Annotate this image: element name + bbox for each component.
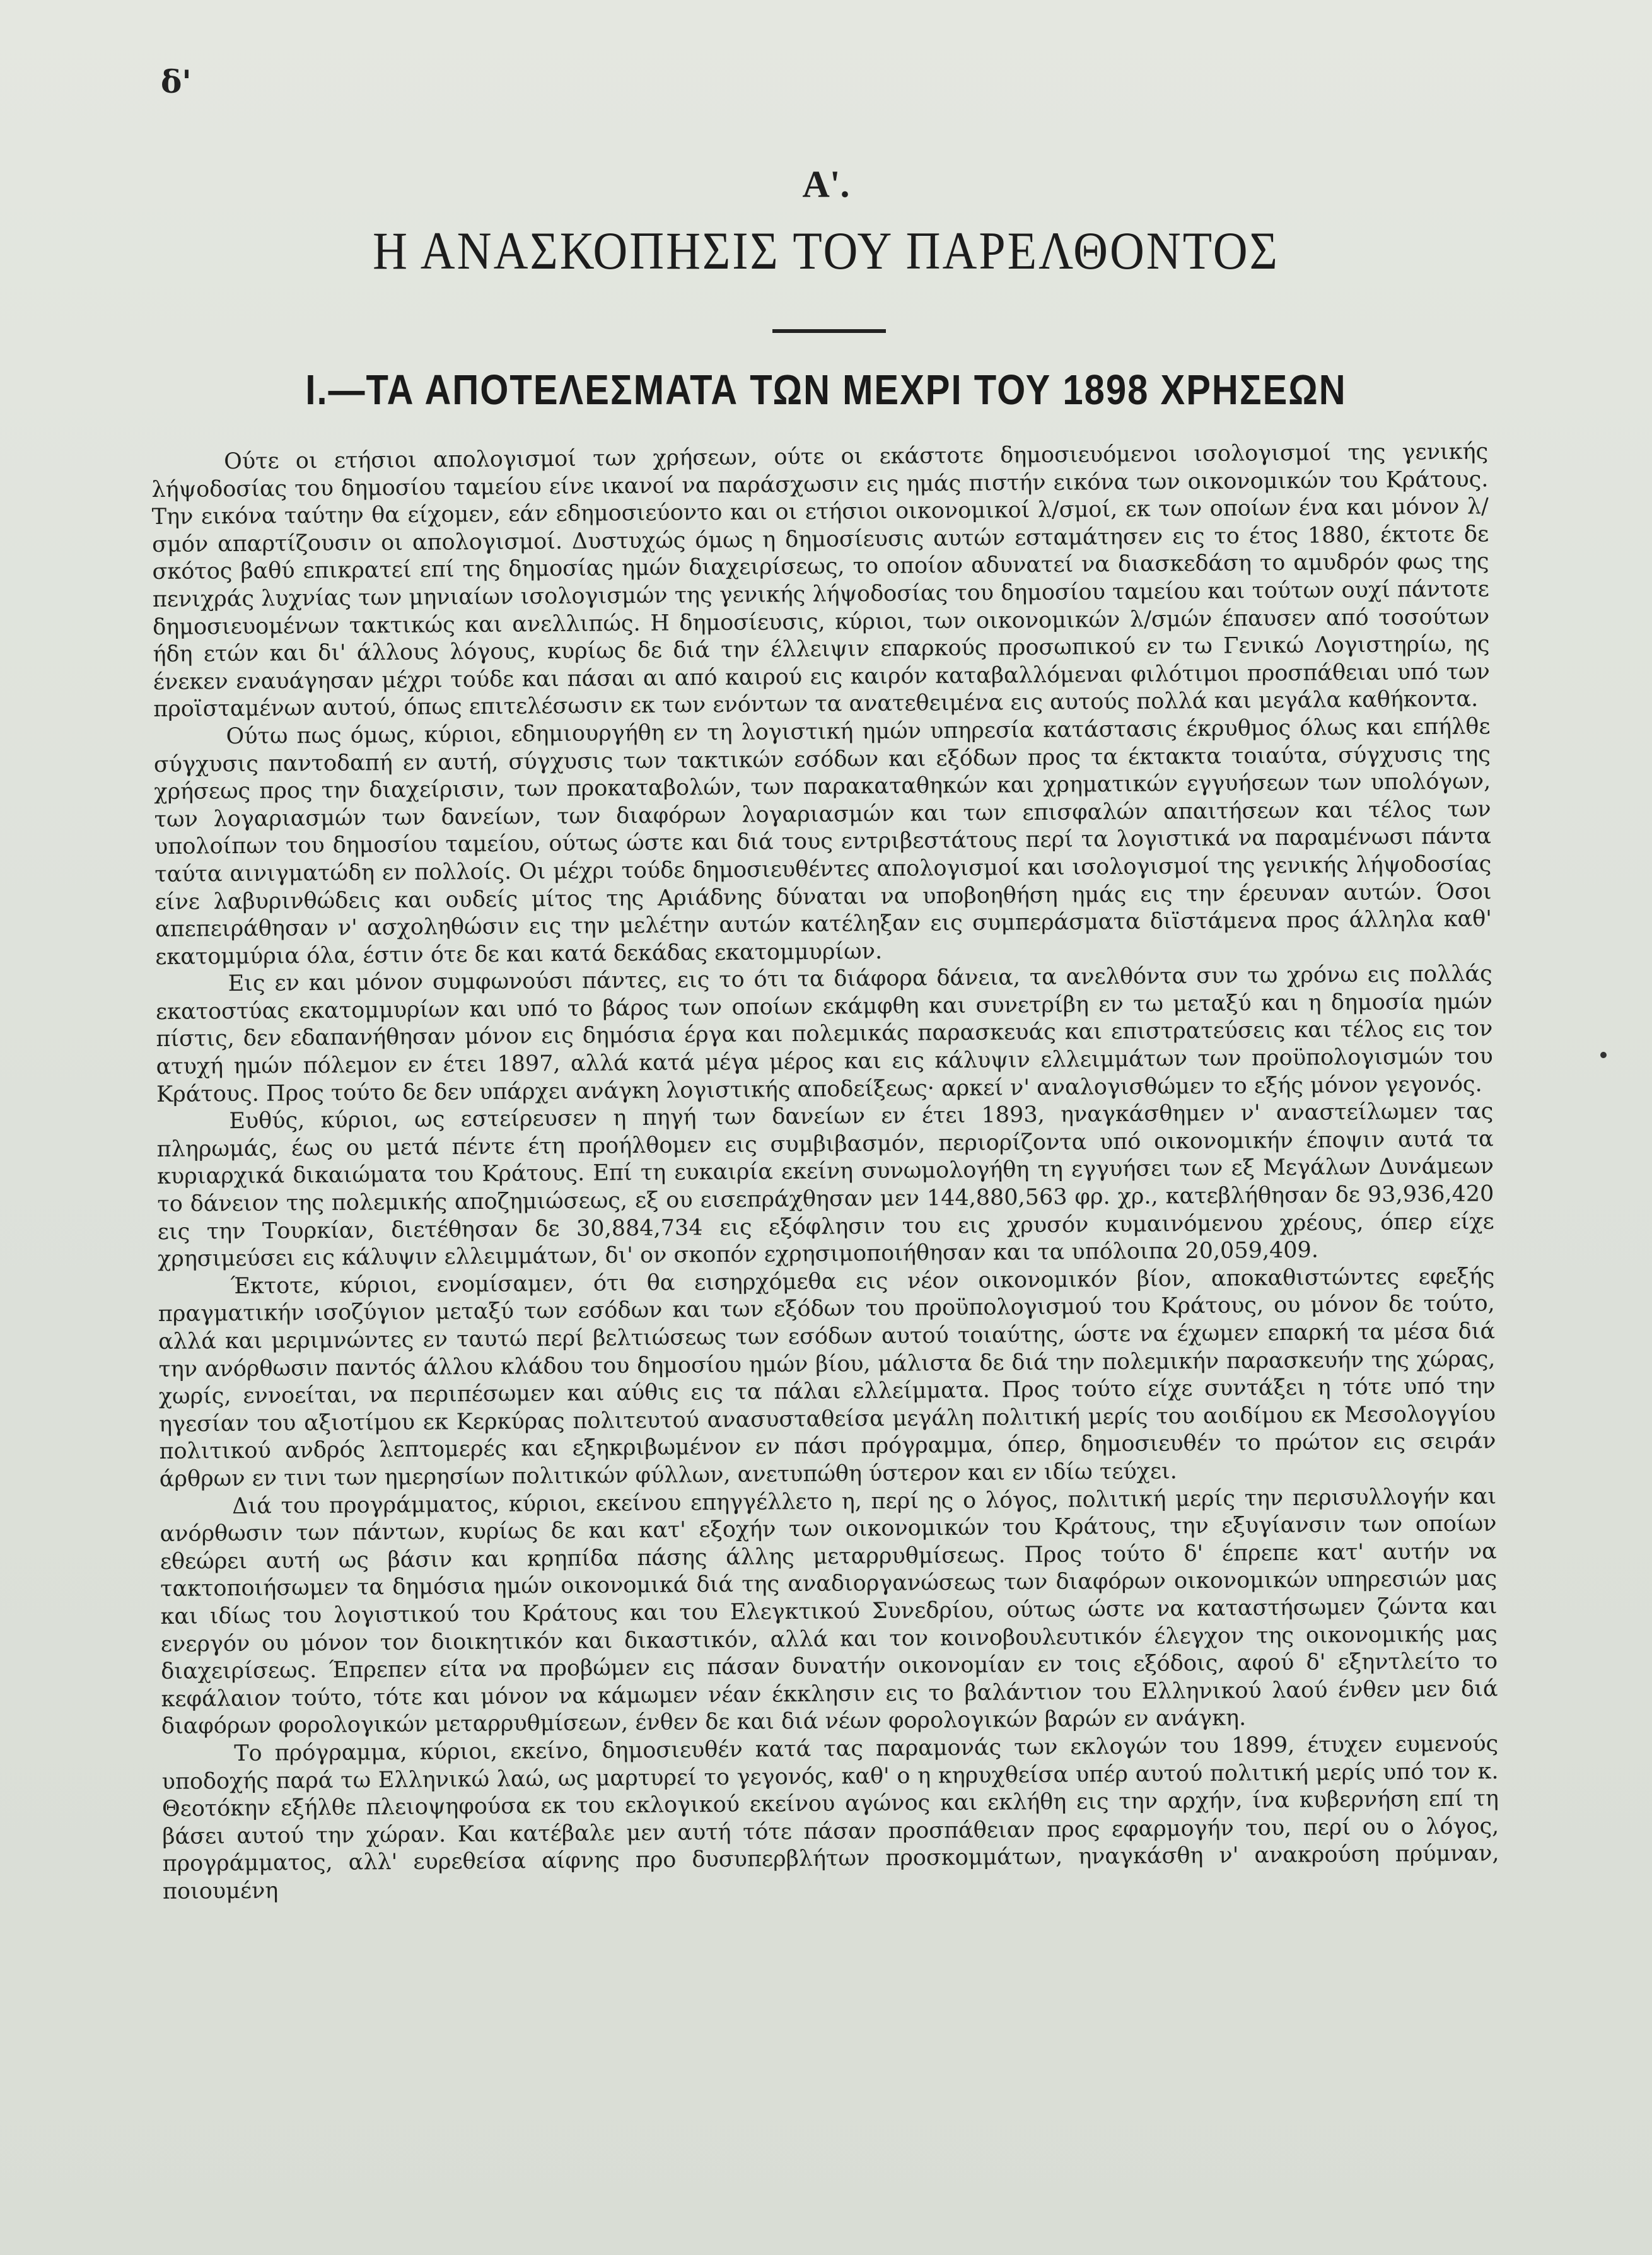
paragraph: Έκτοτε, κύριοι, ενομίσαμεν, ότι θα εισηρχόμεθα εις νέον οικονομικόν βίον, αποκαθιστώντες εφεξής πραγματικήν ισοζύγιον μεταξύ των εσόδων και των εξόδων του προϋπολογισμού του Κράτους, ου μόνον δε τούτο, αλλά και μεριμνώντες εν ταυτώ περί βελτιώσεως των εσόδων αυτού τοιαύτης, ώστε να έχωμεν επαρκή τα μέσα διά την ανόρθωσιν παντός άλλου κλάδου του δημοσίου ημών βίου, μάλιστα δε διά την πολεμικήν παρασκευήν της χώρας, χωρίς, εννοείται, να περιπέσωμεν και αύθις εις τα πάλαι ελλείμματα. Προς τούτο είχε συντάξει η τότε υπό την ηγεσίαν του αξιοτίμου εκ Κερκύρας πολιτευτού ανασυσταθείσα μεγάλη πολιτική μερίς του αοιδίμου εκ Μεσολογγίου πολιτικού ανδρός λεπτομερές και εξηκριβωμένον εν πάσι πρόγραμμα, όπερ, δημοσιευθέν το πρώτον εις σειράν άρθρων εν τινι των ημερησίων πολιτικών φύλλων, ανετυπώθη ύστερον και εν ιδίω τεύχει.	[158, 1264, 1496, 1492]
paragraph: Διά του προγράμματος, κύριοι, εκείνου επηγγέλλετο η, περί ης ο λόγος, πολιτική μερίς την περισυλλογήν και ανόρθωσιν των πάντων, κυρίως δε και κατ' εξοχήν των οικονομικών του Κράτους, την εξυγίανσιν των οποίων εθεώρει αυτή ως βάσιν και κρηπίδα πάσης άλλης μεταρρυθμίσεως. Προς τούτο δ' έπρεπε κατ' αυτήν να τακτοποιήσωμεν τα δημόσια ημών οικονομικά διά της αναδιοργανώσεως των διαφόρων οικονομικών υπηρεσιών μας και ιδίως του λογιστικού του Κράτους και του Ελεγκτικού Συνεδρίου, ούτως ώστε να καταστήσωμεν ζώντα και ενεργόν ου μόνον τον διοικητικόν και δικαστικόν, αλλά και τον κοινοβουλευτικόν έλεγχον της οικονομικής μας διαχειρίσεως. Έπρεπεν είτα να προβώμεν εις πάσαν δυνατήν οικονομίαν εν τοις εξόδοις, αφού δ' εξηντλείτο το κεφάλαιον τούτο, τότε και μόνον να κάμωμεν νέαν έκκλησιν εις το βαλάντιον του Ελληνικού λαού ένθεν μεν διά διαφόρων φορολογικών μεταρρυθμίσεων, ένθεν δε και διά νέων φορολογικών βαρών εν ανάγκη.	[160, 1483, 1498, 1740]
paragraph: Το πρόγραμμα, κύριοι, εκείνο, δημοσιευθέν κατά τας παραμονάς των εκλογών του 1899, έτυχεν ευμενούς υποδοχής παρά τω Ελληνικώ λαώ, ως μαρτυρεί το γεγονός, καθ' ο η κηρυχθείσα υπέρ αυτού πολιτική μερίς υπό τον κ. Θεοτόκην εξήλθε πλειοψηφούσα εκ του εκλογικού εκείνου αγώνος και εκλήθη εις την αρχήν, ίνα κυβερνήση επί τη βάσει αυτού την χώραν. Και κατέβαλε μεν αυτή τότε πάσαν προσπάθειαν προς εφαρμογήν του, περί ου ο λόγος, προγράμματος, αλλ' ευρεθείσα αίφνης προ δυσυπερβλήτων προσκομμάτων, ηναγκάσθη ν' ανακρούση πρύμναν, ποιουμένη	[161, 1731, 1499, 1904]
paragraph: Ούτε οι ετήσιοι απολογισμοί των χρήσεων, ούτε οι εκάστοτε δημοσιευόμενοι ισολογισμοί της γενικής λήψοδοσίας του δημοσίου ταμείου είνε ικανοί να παράσχωσιν εις ημάς πιστήν εικόνα των οικονομικών του Κράτους. Την εικόνα ταύτην θα είχομεν, εάν εδημοσιεύοντο και οι ετήσιοι οικονομικοί λ/σμοί, εκ των οποίων ένα και μόνον λ/σμόν απαρτίζουσιν οι απολογισμοί. Δυστυχώς όμως η δημοσίευσις αυτών εσταμάτησεν εις το έτος 1880, έκτοτε δε σκότος βαθύ επικρατεί επί της δημοσίας ημών διαχειρίσεως, το οποίον αδυνατεί να διασκεδάση το αμυδρόν φως της πενιχράς λυχνίας των μηνιαίων ισολογισμών της γενικής λήψοδοσίας του δημοσίου ταμείου και τούτων ουχί πάντοτε δημοσιευομένων τακτικώς και ανελλιπώς. Η δημοσίευσις, κύριοι, των οικονομικών λ/σμών έπαυσεν από τοσούτων ήδη ετών και δι' άλλους λόγους, κυρίως δε διά την έλλειψιν επαρκούς προσωπικού εν τω Γενικώ Λογιστηρίω, ης ένεκεν εναυάγησαν μέχρι τούδε και πάσαι αι από καιρού εις καιρόν καταβαλλόμεναι φιλότιμοι προσπάθειαι υπό των προϊσταμένων αυτού, όπως επιτελέσωσιν εκ των ενόντων τα ανατεθειμένα εις αυτούς πολλά και μεγάλα καθήκοντα.	[151, 439, 1490, 723]
title-divider	[772, 329, 886, 333]
paragraph: Εις εν και μόνον συμφωνούσι πάντες, εις το ότι τα διάφορα δάνεια, τα ανελθόντα συν τω χρόνω εις πολλάς εκατοστύας εκατομμυρίων και υπό το βάρος των οποίων εκάμφθη και συνετρίβη εν τω μεταξύ και η δημοσία ημών πίστις, δεν εδαπανήθησαν μόνον εις δημόσια έργα και πολεμικάς παρασκευάς και επιστρατεύσεις και τέλος εις τον ατυχή ημών πόλεμον εν έτει 1897, αλλά κατά μέγα μέρος και εις κάλυψιν ελλειμμάτων των προϋπολογισμών του Κράτους. Προς τούτο δε δεν υπάρχει ανάγκη λογιστικής αποδείξεως· αρκεί ν' αναλογισθώμεν το εξής μόνον γεγονός.	[155, 961, 1493, 1107]
chapter-title: Η ΑΝΑΣΚΟΠΗΣΙΣ ΤΟΥ ΠΑΡΕΛΘΟΝΤΟΣ	[373, 221, 1279, 281]
margin-mark	[1600, 1052, 1607, 1058]
chapter-letter: A'.	[802, 163, 850, 205]
paragraph: Ευθύς, κύριοι, ως εστείρευσεν η πηγή των δανείων εν έτει 1893, ηναγκάσθημεν ν' αναστείλωμεν τας πληρωμάς, έως ου μετά πέντε έτη προήλθομεν εις συμβιβασμόν, περιορίζοντα υπό οικονομικήν έποψιν αυτά τα κυριαρχικά δικαιώματα του Κράτους. Επί τη ευκαιρία εκείνη συνωμολογήθη τη εγγυήσει των εξ Μεγάλων Δυνάμεων το δάνειον της πολεμικής αποζημιώσεως, εξ ου εισεπράχθησαν μεν 144,880,563 φρ. χρ., κατεβλήθησαν δε 93,936,420 εις την Τουρκίαν, διετέθησαν δε 30,884,734 εις εξόφλησιν του εις χρυσόν κυμαινόμενου χρέους, όπερ είχε χρησιμεύσει εις κάλυψιν ελλειμμάτων, δι' ον σκοπόν εχρησιμοποιήθησαν και τα υπόλοιπα 20,059,409.	[156, 1098, 1494, 1273]
page-number: δ'	[161, 63, 192, 100]
paragraph: Ούτω πως όμως, κύριοι, εδημιουργήθη εν τη λογιστική ημών υπηρεσία κατάστασις έκρυθμος όλως και επήλθε σύγχυσις παντοδαπή εν αυτή, σύγχυσις των τακτικών εσόδων και εξόδων προς τα έκτακτα τοιαύτα, σύγχυσις της χρήσεως προς την διαχείρισιν, των προκαταβολών, των παρακαταθηκών και χρηματικών εγγυήσεων των υπολόγων, των λογαριασμών των δανείων, των διαφόρων λογαριασμών και των επισφαλών απαιτήσεων και τέλος των υπολοίπων του δημοσίου ταμείου, ούτως ώστε και διά τους εντριβεστάτους περί τα λογιστικά να παραμένωσι πάντα ταύτα αινιγματώδη εν πολλοίς. Οι μέχρι τούδε δημοσιευθέντες απολογισμοί και ισολογισμοί της γενικής λήψοδοσίας είνε λαβυρινθώδεις και ουδείς μίτος της Αριάδνης δύναται να υποβοηθήση ημάς εις την έρευναν αυτών. Όσοι απεπειράθησαν ν' ασχοληθώσιν εις την μελέτην αυτών κατέληξαν εις συμπεράσματα διϊστάμενα προς άλληλα καθ' εκατομμύρια όλα, έστιν ότε δε και κατά δεκάδας εκατομμυρίων.	[153, 714, 1492, 970]
section-title: I.—ΤΑ ΑΠΟΤΕΛΕΣΜΑΤΑ ΤΩΝ ΜΕΧΡΙ ΤΟΥ 1898 ΧΡΗΣΕΩΝ	[305, 366, 1347, 414]
body-text	[151, 438, 1499, 1906]
